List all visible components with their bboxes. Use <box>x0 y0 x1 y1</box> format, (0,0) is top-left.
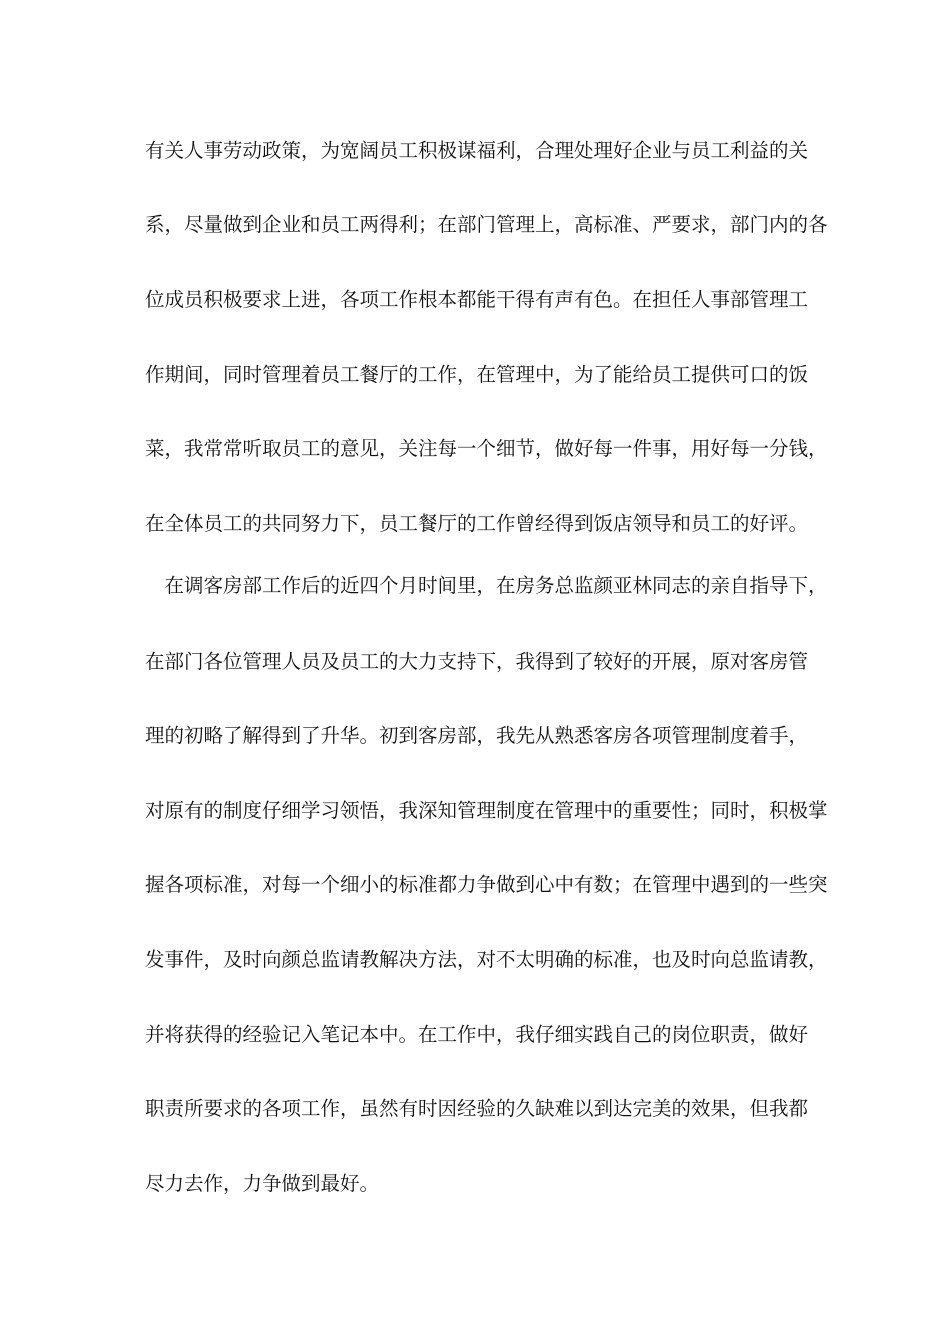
text-line: 尽力去作，力争做到最好。 <box>145 1172 380 1195</box>
text-line: 职责所要求的各项工作，虽然有时因经验的久缺难以到达完美的效果，但我都 <box>145 1097 809 1120</box>
text-line: 理的初略了解得到了升华。初到客房部，我先从熟悉客房各项管理制度着手， <box>145 724 809 747</box>
text-line: 并将获得的经验记入笔记本中。在工作中，我仔细实践自己的岗位职责，做好 <box>145 1023 809 1046</box>
text-line: 菜，我常常听取员工的意见，关注每一个细节，做好每一件事，用好每一分钱， <box>145 437 828 460</box>
text-line: 作期间，同时管理着员工餐厅的工作，在管理中，为了能给员工提供可口的饭 <box>145 363 809 386</box>
text-line: 在部门各位管理人员及员工的大力支持下，我得到了较好的开展，原对客房管 <box>145 650 809 673</box>
paragraph-start-line: 在调客房部工作后的近四个月时间里，在房务总监颜亚林同志的亲自指导下， <box>145 574 828 597</box>
text-line: 发事件，及时向颜总监请教解决方法，对不太明确的标准，也及时向总监请教， <box>145 948 828 971</box>
text-line: 系，尽量做到企业和员工两得利；在部门管理上，高标准、严要求，部门内的各 <box>145 213 828 236</box>
text-line: 握各项标准，对每一个细小的标准都力争做到心中有数；在管理中遇到的一些突 <box>145 873 828 896</box>
text-line: 对原有的制度仔细学习领悟，我深知管理制度在管理中的重要性；同时，积极掌 <box>145 799 828 822</box>
text-line: 有关人事劳动政策，为宽阔员工积极谋福利，合理处理好企业与员工利益的关 <box>145 139 809 162</box>
text-line: 在全体员工的共同努力下，员工餐厅的工作曾经得到饭店领导和员工的好评。 <box>145 512 809 535</box>
text-line: 位成员积极要求上进，各项工作根本都能干得有声有色。在担任人事部管理工 <box>145 288 809 311</box>
